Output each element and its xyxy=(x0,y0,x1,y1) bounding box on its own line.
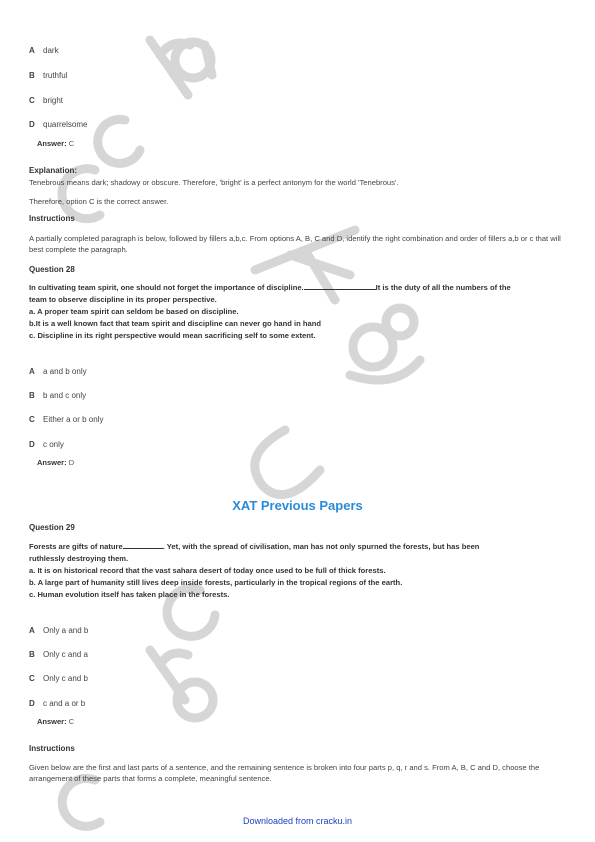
question-29-body xyxy=(29,541,569,601)
explanation-line-1: Tenebrous means dark; shadowy or obscure. Therefore, 'bright' is a perfect antonym for the world 'Tenebrous'. xyxy=(29,178,399,187)
q27-option-b: B truthful xyxy=(29,71,68,80)
q27-answer: Answer: C xyxy=(37,139,75,148)
q29-option-a: A Only a and b xyxy=(29,626,89,635)
q29-line-1: Forests are gifts of nature . Yet, with the spread of civilisation, man has not only spurned the forests, but has been xyxy=(29,542,480,551)
q29-filler-a: a. It is on historical record that the vast sahara desert of today once used to be full of thick forests. xyxy=(29,566,386,575)
explanation-line-2: Therefore, option C is the correct answer. xyxy=(29,197,169,206)
explanation-heading: Explanation: xyxy=(29,166,78,175)
instructions-heading: Instructions xyxy=(29,214,75,223)
watermark-letter-u xyxy=(255,430,320,495)
q28-filler-c: c. Discipline in its right perspective would mean sacrificing self to some extent. xyxy=(29,331,316,340)
q28-filler-a: a. A proper team spirit can seldom be based on discipline. xyxy=(29,307,239,316)
blank-line xyxy=(304,282,376,290)
q29-option-d: D c and a or b xyxy=(29,699,86,708)
q28-option-d: D c only xyxy=(29,440,64,449)
q28-line-1: In cultivating team spirit, one should not forget the importance of discipline. It is the duty of all the numbers of the xyxy=(29,283,511,292)
q29-option-b: B Only c and a xyxy=(29,650,88,659)
q29-filler-b: b. A large part of humanity still lives deep inside forests, particularly in the tropical regions of the earth. xyxy=(29,578,403,587)
instructions-text: A partially completed paragraph is below, followed by fillers a,b,c. From options A, B, C and D, identify the right combination and order of fillers a,b or c that will best complete the paragraph. xyxy=(29,234,561,254)
q29-option-c: C Only c and b xyxy=(29,674,88,683)
q28-option-b: B b and c only xyxy=(29,391,87,400)
downloaded-from-link[interactable]: Downloaded from cracku.in xyxy=(242,816,353,826)
instructions-text-2: Given below are the first and last parts of a sentence, and the remaining sentence is broken into four parts p, q, r and s. From A, B, C and D, choose the arrangement of these parts that forms a complete, meaningful sentence. xyxy=(29,763,540,783)
q28-line-2: team to observe discipline in its proper perspective. xyxy=(29,295,217,304)
q29-line-2: ruthlessly destroying them. xyxy=(29,554,129,563)
q28-option-a: A a and b only xyxy=(29,367,87,376)
q28-option-c: C Either a or b only xyxy=(29,415,104,424)
watermark-letter-c xyxy=(98,119,140,163)
xat-previous-papers-banner[interactable]: XAT Previous Papers xyxy=(232,498,363,513)
q27-option-d: D quarrelsome xyxy=(29,120,88,129)
question-28-heading: Question 28 xyxy=(29,265,75,274)
q27-option-a: A dark xyxy=(29,46,59,55)
q28-filler-b: b.It is a well known fact that team spirit and discipline can never go hand in hand xyxy=(29,319,321,328)
question-28-body xyxy=(29,282,569,342)
q29-answer: Answer: C xyxy=(37,717,75,726)
blank-line xyxy=(123,541,163,549)
q28-answer: Answer: D xyxy=(37,458,75,467)
question-29-heading: Question 29 xyxy=(29,523,75,532)
instructions-heading-2: Instructions xyxy=(29,744,75,753)
q29-filler-c: c. Human evolution itself has taken place in the forests. xyxy=(29,590,230,599)
q27-option-c: C bright xyxy=(29,96,64,105)
